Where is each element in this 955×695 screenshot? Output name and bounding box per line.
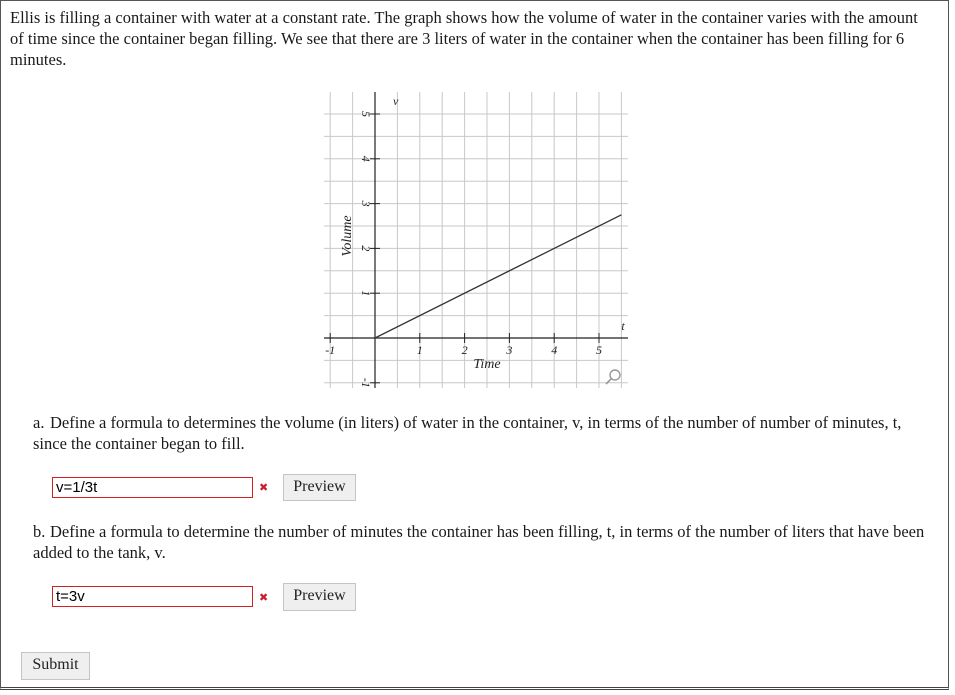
answer-b-input[interactable]: t=3v	[52, 586, 253, 607]
graph-series	[375, 215, 621, 338]
x-tick-label: 5	[596, 343, 602, 357]
question-a-text: Define a formula to determines the volume (in liters) of water in the container, v, in terms of the number of number of minutes, t, since the container began to fill.	[33, 413, 902, 453]
y-tick-label: 4	[359, 155, 373, 162]
x-axis-label: Time	[473, 357, 501, 372]
preview-b-button[interactable]: Preview	[283, 583, 356, 611]
question-a	[33, 412, 933, 454]
problem-intro: Ellis is filling a container with water at a constant rate. The graph shows how the volume of water in the container varies with the amount of time since the container began filling. We see that there are 3 liters of water in the container when the container has been filling for 6 minutes.	[10, 8, 918, 69]
x-tick-label: -1	[325, 343, 336, 357]
question-b-label: b.	[33, 522, 46, 541]
x-axis-letter: t	[621, 319, 625, 333]
graph-grid	[324, 92, 628, 388]
y-tick-label: 3	[359, 200, 373, 207]
question-a-label: a.	[33, 413, 45, 432]
question-b	[33, 521, 933, 563]
incorrect-b-icon: ✖	[259, 591, 269, 604]
graph-ticks	[325, 111, 602, 388]
x-tick-label: 1	[416, 343, 423, 357]
y-axis-letter: v	[393, 94, 399, 109]
y-tick-label: 2	[359, 245, 373, 252]
y-tick-label: -1	[359, 377, 373, 388]
volume-line	[375, 215, 621, 338]
incorrect-a-icon: ✖	[259, 481, 269, 494]
magnifier-icon[interactable]	[606, 370, 620, 384]
y-axis-label: Volume	[340, 215, 355, 257]
answer-a-input[interactable]: v=1/3t	[52, 477, 253, 498]
preview-a-button[interactable]: Preview	[283, 474, 356, 501]
x-tick-label: 3	[506, 343, 513, 357]
question-b-text: Define a formula to determine the number of minutes the container has been filling, t, in terms of the number of liters that have been added to the tank, v.	[33, 522, 925, 562]
x-tick-label: 2	[461, 343, 468, 357]
x-tick-label: 4	[551, 343, 558, 357]
submit-button[interactable]: Submit	[21, 652, 90, 680]
volume-time-graph	[318, 88, 638, 393]
y-tick-label: 5	[359, 111, 373, 117]
y-tick-label: 1	[359, 290, 373, 297]
